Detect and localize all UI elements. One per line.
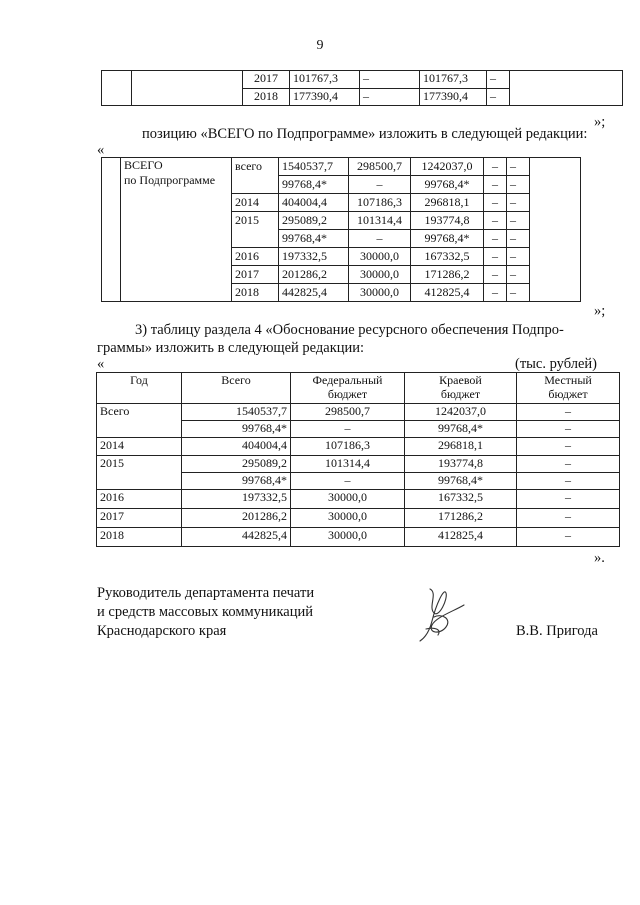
- year-cell: 2017: [232, 266, 279, 284]
- local-cell: –: [484, 194, 507, 212]
- subprogram-total-table: [101, 157, 581, 302]
- regional-cell: 177390,4: [420, 88, 487, 106]
- year-cell: 2016: [97, 490, 182, 509]
- federal-cell: 30000,0: [291, 490, 405, 509]
- extra-cell: –: [507, 230, 530, 248]
- signatory-name: В.В. Пригода: [516, 623, 598, 639]
- federal-cell: –: [349, 230, 411, 248]
- total-cell: 197332,5: [279, 248, 349, 266]
- year-cell: 2018: [97, 528, 182, 547]
- total-cell: 99768,4*: [182, 473, 291, 490]
- federal-cell: 107186,3: [349, 194, 411, 212]
- local-cell: –: [484, 176, 507, 194]
- regional-cell: 296818,1: [405, 438, 517, 456]
- regional-cell: 171286,2: [411, 266, 484, 284]
- total-cell: 177390,4: [290, 88, 360, 106]
- regional-cell: 99768,4*: [411, 176, 484, 194]
- year-cell: всего: [232, 158, 279, 194]
- federal-cell: –: [291, 421, 405, 438]
- year-cell: 2014: [97, 438, 182, 456]
- total-cell: 197332,5: [182, 490, 291, 509]
- regional-cell: 193774,8: [411, 212, 484, 230]
- total-cell: 1540537,7: [182, 404, 291, 421]
- header-regional: [405, 373, 517, 404]
- year-cell: 2016: [232, 248, 279, 266]
- local-cell: –: [517, 438, 620, 456]
- local-cell: –: [487, 71, 510, 89]
- total-cell: 295089,2: [279, 212, 349, 230]
- table-cell: [102, 158, 121, 302]
- units-label: (тыс. рублей): [515, 356, 597, 372]
- regional-cell: 99768,4*: [411, 230, 484, 248]
- instruction-paragraph-line: 3) таблицу раздела 4 «Обоснование ресурсного обеспечения Подпро-: [135, 322, 564, 338]
- federal-cell: 298500,7: [291, 404, 405, 421]
- local-cell: –: [484, 248, 507, 266]
- federal-cell: 30000,0: [291, 509, 405, 528]
- page-number: 9: [316, 38, 324, 53]
- signatory-title-line: Руководитель департамента печати: [97, 585, 315, 601]
- table-cell: [102, 71, 132, 106]
- regional-cell: 412825,4: [405, 528, 517, 547]
- total-cell: 404004,4: [182, 438, 291, 456]
- table-row: [97, 404, 620, 421]
- handwritten-signature: [408, 583, 470, 645]
- federal-cell: 30000,0: [349, 248, 411, 266]
- regional-cell: 412825,4: [411, 284, 484, 302]
- extra-cell: –: [507, 284, 530, 302]
- local-cell: –: [484, 230, 507, 248]
- instruction-paragraph: позицию «ВСЕГО по Подпрограмме» изложить в следующей редакции:: [142, 126, 588, 142]
- local-cell: –: [484, 284, 507, 302]
- header-year: Год: [97, 373, 182, 404]
- federal-cell: –: [360, 88, 420, 106]
- regional-cell: 1242037,0: [405, 404, 517, 421]
- header-federal-line: бюджет: [327, 387, 368, 401]
- table-row: [97, 528, 620, 547]
- regional-cell: 99768,4*: [405, 421, 517, 438]
- total-cell: 99768,4*: [279, 230, 349, 248]
- regional-cell: 167332,5: [405, 490, 517, 509]
- federal-cell: 30000,0: [349, 284, 411, 302]
- extra-cell: –: [507, 158, 530, 176]
- year-cell: 2014: [232, 194, 279, 212]
- extra-cell: –: [507, 194, 530, 212]
- federal-cell: –: [360, 71, 420, 89]
- year-cell: 2017: [97, 509, 182, 528]
- total-cell: 201286,2: [182, 509, 291, 528]
- local-cell: –: [484, 158, 507, 176]
- signatory-title-line: Краснодарского края: [97, 623, 227, 639]
- federal-cell: 107186,3: [291, 438, 405, 456]
- total-cell: 404004,4: [279, 194, 349, 212]
- header-regional-line: бюджет: [440, 387, 481, 401]
- total-cell: 201286,2: [279, 266, 349, 284]
- federal-cell: 101314,4: [349, 212, 411, 230]
- closing-quote: ».: [594, 550, 605, 566]
- total-cell: 442825,4: [182, 528, 291, 547]
- federal-cell: –: [291, 473, 405, 490]
- instruction-paragraph-line: граммы» изложить в следующей редакции:: [97, 340, 365, 356]
- local-cell: –: [484, 266, 507, 284]
- year-cell: 2018: [232, 284, 279, 302]
- opening-quote: «: [97, 142, 105, 158]
- header-federal: [291, 373, 405, 404]
- header-federal-line: Федеральный: [312, 373, 383, 387]
- regional-cell: 99768,4*: [405, 473, 517, 490]
- table-row: [97, 456, 620, 473]
- federal-cell: 101314,4: [291, 456, 405, 473]
- signatory-title-line: и средств массовых коммуникаций: [97, 604, 313, 620]
- local-cell: –: [517, 456, 620, 473]
- header-regional-line: Краевой: [439, 373, 482, 387]
- subprogram-table-continuation: [101, 70, 623, 106]
- year-cell: Всего: [97, 404, 182, 438]
- regional-cell: 296818,1: [411, 194, 484, 212]
- local-cell: –: [487, 88, 510, 106]
- closing-quote: »;: [594, 303, 606, 319]
- local-cell: –: [517, 473, 620, 490]
- local-cell: –: [517, 490, 620, 509]
- total-cell: 295089,2: [182, 456, 291, 473]
- table-row: [102, 71, 623, 89]
- extra-cell: –: [507, 176, 530, 194]
- header-local-line: Местный: [544, 373, 592, 387]
- local-cell: –: [517, 509, 620, 528]
- header-local: [517, 373, 620, 404]
- regional-cell: 167332,5: [411, 248, 484, 266]
- signatory-title: [97, 584, 314, 641]
- table-row: [102, 158, 581, 176]
- regional-cell: 101767,3: [420, 71, 487, 89]
- local-cell: –: [484, 212, 507, 230]
- year-cell: 2015: [97, 456, 182, 490]
- table-cell: [510, 71, 623, 106]
- opening-quote: «: [97, 356, 105, 372]
- local-cell: –: [517, 421, 620, 438]
- subprogram-name-cell: [121, 158, 232, 302]
- federal-cell: 298500,7: [349, 158, 411, 176]
- closing-quote: »;: [594, 114, 606, 130]
- total-cell: 99768,4*: [279, 176, 349, 194]
- subprogram-name-line: по Подпрограмме: [124, 173, 216, 187]
- federal-cell: 30000,0: [291, 528, 405, 547]
- federal-cell: 30000,0: [349, 266, 411, 284]
- table-row: [97, 438, 620, 456]
- regional-cell: 1242037,0: [411, 158, 484, 176]
- table-row: [97, 490, 620, 509]
- subprogram-name-line: ВСЕГО: [124, 158, 163, 172]
- table-cell: [132, 71, 243, 106]
- total-cell: 1540537,7: [279, 158, 349, 176]
- header-local-line: бюджет: [548, 387, 588, 401]
- extra-cell: –: [507, 266, 530, 284]
- total-cell: 101767,3: [290, 71, 360, 89]
- table-cell: [530, 158, 581, 302]
- resource-justification-table: [96, 372, 620, 547]
- federal-cell: –: [349, 176, 411, 194]
- table-row: [97, 509, 620, 528]
- total-cell: 442825,4: [279, 284, 349, 302]
- table-header-row: [97, 373, 620, 404]
- total-cell: 99768,4*: [182, 421, 291, 438]
- year-cell: 2017: [243, 71, 290, 89]
- local-cell: –: [517, 404, 620, 421]
- extra-cell: –: [507, 248, 530, 266]
- year-cell: 2018: [243, 88, 290, 106]
- header-total: Всего: [182, 373, 291, 404]
- year-cell: 2015: [232, 212, 279, 248]
- regional-cell: 193774,8: [405, 456, 517, 473]
- extra-cell: –: [507, 212, 530, 230]
- local-cell: –: [517, 528, 620, 547]
- regional-cell: 171286,2: [405, 509, 517, 528]
